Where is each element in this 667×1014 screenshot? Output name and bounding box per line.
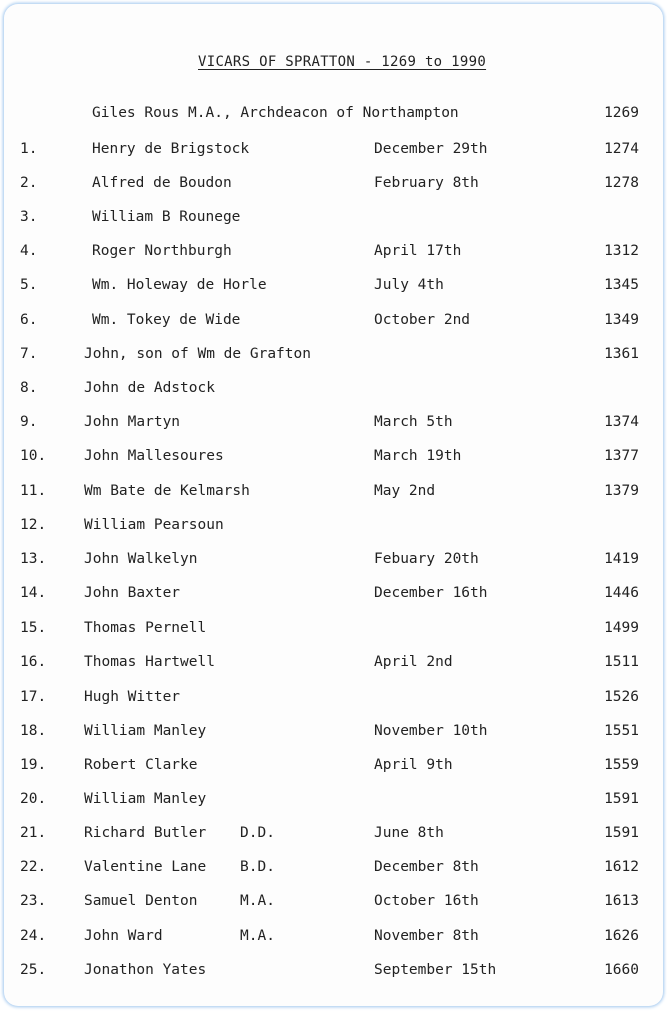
- appointment-year: 1499: [604, 620, 639, 636]
- list-item: [4, 585, 663, 605]
- entry-number: 8.: [20, 380, 38, 396]
- vicar-name: William Manley: [84, 723, 207, 739]
- entry-number: 15.: [20, 620, 47, 636]
- entry-number: 1.: [20, 141, 38, 157]
- vicar-name: Samuel Denton: [84, 893, 198, 909]
- appointment-year: 1613: [604, 893, 639, 909]
- vicar-name: John de Adstock: [84, 380, 215, 396]
- list-item: [4, 551, 663, 571]
- entry-number: 2.: [20, 175, 38, 191]
- document-page: [4, 4, 663, 1006]
- entry-number: 13.: [20, 551, 47, 567]
- vicar-name: John, son of Wm de Grafton: [84, 346, 311, 362]
- vicar-name: Alfred de Boudon: [92, 175, 232, 191]
- entry-number: 16.: [20, 654, 47, 670]
- entry-number: 22.: [20, 859, 47, 875]
- entry-number: 5.: [20, 277, 38, 293]
- vicar-name: Wm. Tokey de Wide: [92, 312, 241, 328]
- appointment-date: March 19th: [374, 448, 462, 464]
- list-item: [4, 689, 663, 709]
- appointment-year: 1349: [604, 312, 639, 328]
- list-item: [4, 277, 663, 297]
- vicar-degree: B.D.: [240, 859, 275, 875]
- entry-number: 23.: [20, 893, 47, 909]
- appointment-date: September 15th: [374, 962, 497, 978]
- vicar-name: William Manley: [84, 791, 207, 807]
- vicar-name: John Martyn: [84, 414, 181, 430]
- appointment-year: 1626: [604, 928, 639, 944]
- appointment-year: 1379: [604, 483, 639, 499]
- appointment-year: 1591: [604, 825, 639, 841]
- list-item: [4, 791, 663, 811]
- entry-number: 3.: [20, 209, 38, 225]
- list-item: [4, 175, 663, 195]
- page-title: VICARS OF SPRATTON - 1269 to 1990: [198, 54, 487, 70]
- vicar-name: John Ward: [84, 928, 163, 944]
- appointment-year: 1377: [604, 448, 639, 464]
- vicar-degree: D.D.: [240, 825, 275, 841]
- appointment-date: October 16th: [374, 893, 479, 909]
- appointment-year: 1559: [604, 757, 639, 773]
- vicar-name: William Pearsoun: [84, 517, 224, 533]
- entry-number: 19.: [20, 757, 47, 773]
- list-item: [4, 141, 663, 161]
- appointment-date: July 4th: [374, 277, 444, 293]
- list-item: [4, 723, 663, 743]
- entry-number: 18.: [20, 723, 47, 739]
- appointment-year: 1446: [604, 585, 639, 601]
- list-item: [4, 517, 663, 537]
- vicar-name: John Baxter: [84, 585, 181, 601]
- list-item: [4, 825, 663, 845]
- appointment-year: 1419: [604, 551, 639, 567]
- appointment-date: December 29th: [374, 141, 488, 157]
- appointment-date: November 8th: [374, 928, 479, 944]
- list-item: [4, 757, 663, 777]
- list-item: [4, 105, 663, 125]
- appointment-year: 1612: [604, 859, 639, 875]
- appointment-year: 1551: [604, 723, 639, 739]
- vicar-name: Henry de Brigstock: [92, 141, 250, 157]
- vicar-name: Jonathon Yates: [84, 962, 207, 978]
- vicar-name: Hugh Witter: [84, 689, 181, 705]
- appointment-date: December 16th: [374, 585, 488, 601]
- entry-number: 4.: [20, 243, 38, 259]
- list-item: [4, 448, 663, 468]
- list-item: [4, 483, 663, 503]
- vicar-name: Roger Northburgh: [92, 243, 232, 259]
- vicar-name: John Walkelyn: [84, 551, 198, 567]
- vicar-name: William B Rounege: [92, 209, 241, 225]
- entry-number: 20.: [20, 791, 47, 807]
- list-item: [4, 654, 663, 674]
- entry-number: 10.: [20, 448, 47, 464]
- list-item: [4, 620, 663, 640]
- appointment-date: December 8th: [374, 859, 479, 875]
- entry-number: 6.: [20, 312, 38, 328]
- appointment-date: June 8th: [374, 825, 444, 841]
- vicar-name: John Mallesoures: [84, 448, 224, 464]
- vicar-name: Richard Butler: [84, 825, 207, 841]
- entry-number: 25.: [20, 962, 47, 978]
- vicar-degree: M.A.: [240, 928, 275, 944]
- vicar-name: Thomas Hartwell: [84, 654, 215, 670]
- vicar-name: Valentine Lane: [84, 859, 207, 875]
- appointment-year: 1278: [604, 175, 639, 191]
- appointment-year: 1526: [604, 689, 639, 705]
- list-item: [4, 209, 663, 229]
- list-item: [4, 859, 663, 879]
- vicar-name: Giles Rous M.A., Archdeacon of Northampton: [92, 105, 459, 121]
- entry-number: 21.: [20, 825, 47, 841]
- vicar-name: Thomas Pernell: [84, 620, 207, 636]
- list-item: [4, 346, 663, 366]
- entry-number: 14.: [20, 585, 47, 601]
- appointment-year: 1274: [604, 141, 639, 157]
- entry-number: 17.: [20, 689, 47, 705]
- appointment-date: April 9th: [374, 757, 453, 773]
- list-item: [4, 243, 663, 263]
- appointment-year: 1345: [604, 277, 639, 293]
- entry-number: 12.: [20, 517, 47, 533]
- appointment-year: 1591: [604, 791, 639, 807]
- appointment-date: Febuary 20th: [374, 551, 479, 567]
- entry-number: 11.: [20, 483, 47, 499]
- appointment-year: 1269: [604, 105, 639, 121]
- list-item: [4, 312, 663, 332]
- list-item: [4, 928, 663, 948]
- appointment-year: 1312: [604, 243, 639, 259]
- list-item: [4, 962, 663, 982]
- list-item: [4, 893, 663, 913]
- appointment-date: April 2nd: [374, 654, 453, 670]
- entry-number: 24.: [20, 928, 47, 944]
- appointment-year: 1374: [604, 414, 639, 430]
- appointment-date: October 2nd: [374, 312, 471, 328]
- entry-number: 7.: [20, 346, 38, 362]
- vicar-name: Robert Clarke: [84, 757, 198, 773]
- appointment-date: March 5th: [374, 414, 453, 430]
- appointment-date: May 2nd: [374, 483, 436, 499]
- appointment-date: November 10th: [374, 723, 488, 739]
- list-item: [4, 414, 663, 434]
- appointment-date: February 8th: [374, 175, 479, 191]
- appointment-year: 1511: [604, 654, 639, 670]
- entry-number: 9.: [20, 414, 38, 430]
- vicar-degree: M.A.: [240, 893, 275, 909]
- vicar-name: Wm Bate de Kelmarsh: [84, 483, 250, 499]
- appointment-date: April 17th: [374, 243, 462, 259]
- list-item: [4, 380, 663, 400]
- vicar-name: Wm. Holeway de Horle: [92, 277, 267, 293]
- appointment-year: 1660: [604, 962, 639, 978]
- appointment-year: 1361: [604, 346, 639, 362]
